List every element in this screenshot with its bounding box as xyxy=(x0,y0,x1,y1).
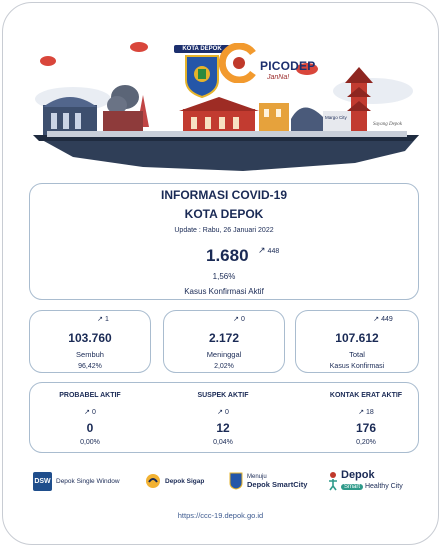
stat-label: Total xyxy=(349,350,365,359)
arrow-up-right-icon: ↗ xyxy=(233,316,241,323)
active-cases-value: 1.680 xyxy=(206,246,249,265)
column-title: SUSPEK AKTIF xyxy=(197,392,249,399)
picodep-ring-icon xyxy=(219,43,259,83)
stat-pct: 96,42% xyxy=(78,363,102,370)
kota-depok-emblem-icon xyxy=(183,54,221,98)
page-frame xyxy=(2,2,439,545)
column-title: KONTAK ERAT AKTIF xyxy=(329,392,403,399)
stat-delta-value: 1 xyxy=(104,316,109,323)
kota-depok-caption: KOTA DEPOK xyxy=(174,45,230,53)
margo-city-sign: Margo City xyxy=(325,115,347,120)
sigap-icon xyxy=(145,473,161,489)
dsw-label: Depok Single Window xyxy=(56,477,120,485)
close-contact-column xyxy=(315,383,417,452)
column-pct: 0,04% xyxy=(213,439,233,446)
healthy-bottom xyxy=(341,481,403,493)
blimp-top xyxy=(130,42,148,52)
column-delta-value: 0 xyxy=(91,409,96,416)
stat-card-deceased xyxy=(163,310,285,373)
arrow-up-right-icon: ↗ xyxy=(358,409,366,416)
depok-smart-healthy-city-logo[interactable] xyxy=(327,465,427,497)
healthy-rest: Healthy City xyxy=(364,482,403,490)
picodep-tagline: JanNa! xyxy=(267,74,290,81)
column-pct: 0,20% xyxy=(356,439,376,446)
partner-logos xyxy=(33,465,423,497)
stat-label: Sembuh xyxy=(76,350,104,359)
column-delta xyxy=(315,408,417,416)
stat-value: 107.612 xyxy=(335,331,379,345)
column-delta-value: 0 xyxy=(224,409,229,416)
healthy-top: Depok xyxy=(341,468,375,481)
depok-smartcity-logo[interactable] xyxy=(229,465,307,497)
dsw-logo-icon: DSW xyxy=(33,472,52,491)
arrow-up-right-icon: ↗ xyxy=(84,409,92,416)
arrow-up-right-icon: ↗ xyxy=(217,409,225,416)
city-banner xyxy=(33,39,419,179)
probable-active-column xyxy=(50,383,130,452)
active-cases-pct: 1,56% xyxy=(212,272,236,281)
healthy-person-icon xyxy=(327,471,339,491)
column-delta-value: 18 xyxy=(366,409,374,416)
column-value: 0 xyxy=(86,421,94,435)
stat-delta xyxy=(30,315,150,323)
secondary-stats-card xyxy=(29,382,419,453)
active-cases-delta-value: 448 xyxy=(267,248,280,255)
update-date: Update : Rabu, 26 Januari 2022 xyxy=(174,227,274,234)
healthy-label xyxy=(341,470,403,493)
stat-value: 2.172 xyxy=(208,331,240,345)
depok-sigap-logo[interactable] xyxy=(145,465,204,497)
column-value: 12 xyxy=(216,421,230,435)
stat-delta-value: 0 xyxy=(240,316,245,323)
stat-delta xyxy=(296,315,418,323)
stat-pct: Kasus Konfirmasi xyxy=(329,363,385,370)
smartcity-emblem-icon xyxy=(229,472,243,490)
arrow-up-right-icon: ↗ xyxy=(97,316,105,323)
smartcity-main: Depok SmartCity xyxy=(247,479,308,489)
column-delta xyxy=(183,408,263,416)
column-title: PROBABEL AKTIF xyxy=(59,392,121,399)
picodep-name: PICODEP xyxy=(260,59,316,73)
stat-label: Meninggal xyxy=(206,350,242,359)
stat-delta-value: 449 xyxy=(381,316,393,323)
arrow-up-right-icon: ↗ xyxy=(258,245,266,255)
column-value: 176 xyxy=(355,421,377,435)
info-subtitle: KOTA DEPOK xyxy=(184,207,264,221)
depok-single-window-logo[interactable] xyxy=(33,465,120,497)
stat-card-recovered xyxy=(29,310,151,373)
smartcity-label xyxy=(247,473,307,490)
blimp-left xyxy=(40,56,56,66)
active-cases-delta xyxy=(258,245,279,256)
smart-pill: Smart xyxy=(341,484,363,490)
column-pct: 0,00% xyxy=(80,439,100,446)
sigap-label: Depok Sigap xyxy=(165,477,205,485)
picodep-logo xyxy=(219,39,319,109)
stat-card-total xyxy=(295,310,419,373)
suspect-active-column xyxy=(183,383,263,452)
footer-url-link[interactable]: https://ccc-19.depok.go.id xyxy=(177,511,264,520)
banner-signature: Sayang Depok xyxy=(373,122,403,127)
info-card xyxy=(29,183,419,300)
stat-value: 103.760 xyxy=(68,331,112,345)
stat-pct: 2,02% xyxy=(214,363,234,370)
info-title: INFORMASI COVID-19 xyxy=(160,188,287,202)
arrow-up-right-icon: ↗ xyxy=(373,316,382,323)
stat-delta xyxy=(164,315,284,323)
active-cases-label: Kasus Konfirmasi Aktif xyxy=(184,287,264,296)
column-delta xyxy=(50,408,130,416)
smartcity-top: Menuju xyxy=(247,473,267,480)
